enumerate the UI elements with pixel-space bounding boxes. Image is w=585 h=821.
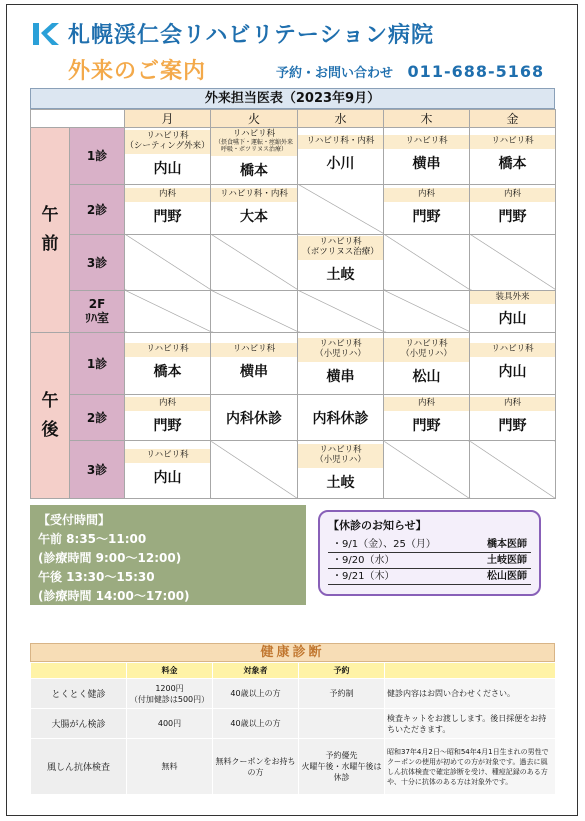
health-check-table — [30, 662, 556, 795]
doctor-name: 横串 — [412, 155, 441, 172]
doctor-name: 門野 — [153, 417, 182, 434]
contact-info — [276, 62, 544, 81]
notice-item: ・9/1（金）、25（月） 橋本医師 — [328, 537, 531, 553]
day-header-thu: 木 — [384, 110, 470, 128]
exam-target: 無料クーポンをお持ちの方 — [213, 739, 299, 795]
closed-label: 内科休診 — [226, 410, 282, 427]
doctor-name: 門野 — [412, 417, 441, 434]
cell-pm3-tue-empty — [211, 441, 298, 499]
slot-pm1: 1診 — [70, 333, 125, 395]
cell-pm2-mon — [125, 395, 211, 441]
exam-reserve: 予約優先 火曜午後・水曜午後は休診 — [299, 739, 385, 795]
cell-am1-wed — [298, 128, 384, 185]
doctor-name: 松山 — [412, 368, 441, 385]
exam-name: 大腸がん検診 — [31, 709, 127, 739]
cell-am1-tue — [211, 128, 298, 185]
reception-pm-hours: (診療時間 14:00～17:00) — [38, 589, 190, 603]
day-header-fri: 金 — [470, 110, 556, 128]
header-fee: 料金 — [127, 663, 213, 679]
hospital-logo-icon — [32, 20, 60, 48]
cell-am2-thu — [384, 184, 470, 234]
cell-pm1-thu — [384, 333, 470, 395]
exam-target: 40歳以上の方 — [213, 709, 299, 739]
cell-pm3-mon — [125, 441, 211, 499]
cell-am3-tue-empty — [211, 234, 298, 290]
closed-label: 内科休診 — [312, 410, 369, 427]
slot-am3: 3診 — [70, 234, 125, 290]
specialty-label: リハビリ科 （摂食嚥下・運転・痙縮外来 呼吸・ボツリヌス治療） — [211, 128, 297, 156]
cell-am1-thu — [384, 128, 470, 185]
specialty-label: リハビリ科 （小児リハ） — [298, 444, 383, 468]
exam-name: 風しん抗体検査 — [31, 739, 127, 795]
specialty-label: リハビリ科 — [211, 343, 297, 357]
cell-am2-fri — [470, 184, 556, 234]
doctor-name: 橋本 — [153, 363, 182, 380]
specialty-label: リハビリ科 — [470, 135, 555, 149]
specialty-label: リハビリ科 — [470, 343, 555, 357]
cell-am2-mon — [125, 184, 211, 234]
doctor-name: 橋本 — [240, 162, 268, 179]
day-header-tue: 火 — [211, 110, 298, 128]
exam-reserve — [299, 709, 385, 739]
cell-am1-mon — [125, 128, 211, 185]
slot-rehab-room: 2F ﾘﾊ室 — [70, 290, 125, 333]
cell-pm3-thu-empty — [384, 441, 470, 499]
specialty-label: 装具外来 — [470, 291, 555, 305]
doctor-name: 内山 — [153, 160, 182, 177]
doctor-name: 橋本 — [498, 155, 527, 172]
period-pm: 午 後 — [31, 333, 70, 499]
cell-am1-fri — [470, 128, 556, 185]
closure-notice-box — [318, 510, 541, 596]
cell-pm3-fri-empty — [470, 441, 556, 499]
header-reserve: 予約 — [299, 663, 385, 679]
exam-note: 健診内容はお問い合わせください。 — [385, 679, 556, 709]
specialty-label: 内科 — [125, 397, 210, 411]
specialty-label: 内科 — [470, 397, 555, 411]
exam-reserve: 予約制 — [299, 679, 385, 709]
outpatient-guide-title: 外来のご案内 — [68, 59, 207, 84]
specialty-label: 内科 — [125, 188, 210, 202]
slot-pm2: 2診 — [70, 395, 125, 441]
cell-pm2-thu — [384, 395, 470, 441]
phone-number[interactable]: 011-688-5168 — [407, 62, 545, 81]
exam-note: 検査キットをお渡しします。後日採便をお持ちいただきます。 — [385, 709, 556, 739]
day-header-mon: 月 — [125, 110, 211, 128]
exam-name: とくとく健診 — [31, 679, 127, 709]
reception-title: 【受付時間】 — [38, 513, 111, 527]
reception-hours-box — [30, 505, 306, 605]
doctor-name: 門野 — [498, 417, 527, 434]
doctor-name: 土岐 — [326, 266, 355, 283]
exam-fee: 1200円 （付加健診は500円） — [127, 679, 213, 709]
cell-pm2-fri — [470, 395, 556, 441]
contact-label: 予約・お問い合わせ — [276, 66, 394, 81]
exam-target: 40歳以上の方 — [213, 679, 299, 709]
specialty-label: 内科 — [384, 188, 469, 202]
reception-am: 午前 8:35～11:00 — [38, 532, 147, 546]
doctor-name: 横串 — [326, 368, 355, 385]
cell-am3-fri-empty — [470, 234, 556, 290]
slot-am1: 1診 — [70, 128, 125, 185]
cell-am2-wed-empty — [298, 184, 384, 234]
exam-note: 昭和37年4月2日～昭和54年4月1日生まれの男性でクーポンの使用が初めての方が対象です。過去に風しん抗体検査で確定診断を受け、種痘記録のある方や、十分に抗体のある方は対象外です。 — [385, 739, 556, 795]
schedule-table — [30, 109, 556, 499]
cell-am4-tue-empty — [211, 290, 298, 333]
cell-am4-fri — [470, 290, 556, 333]
doctor-name: 門野 — [412, 208, 441, 225]
cell-pm2-tue — [211, 395, 298, 441]
cell-pm1-wed — [298, 333, 384, 395]
cell-pm1-mon — [125, 333, 211, 395]
specialty-label: リハビリ科・内科 — [298, 135, 383, 149]
cell-am3-mon-empty — [125, 234, 211, 290]
specialty-label: リハビリ科 （シーティング外来） — [125, 130, 210, 154]
cell-pm1-fri — [470, 333, 556, 395]
specialty-label: リハビリ科 （小児リハ） — [298, 338, 383, 362]
cell-pm1-tue — [211, 333, 298, 395]
doctor-name: 横串 — [240, 363, 268, 380]
cell-am2-tue — [211, 184, 298, 234]
exam-fee: 400円 — [127, 709, 213, 739]
table-corner — [31, 110, 125, 128]
exam-fee: 無料 — [127, 739, 213, 795]
header-target: 対象者 — [213, 663, 299, 679]
doctor-name: 内山 — [498, 363, 527, 380]
period-am: 午 前 — [31, 128, 70, 333]
specialty-label: リハビリ科 — [125, 449, 210, 463]
doctor-name: 内山 — [153, 469, 182, 486]
health-check-title: 健康診断 — [30, 643, 555, 662]
header-blank — [31, 663, 127, 679]
doctor-name: 土岐 — [326, 474, 355, 491]
specialty-label: リハビリ科 — [384, 135, 469, 149]
cell-am4-mon-empty — [125, 290, 211, 333]
reception-pm: 午後 13:30～15:30 — [38, 570, 155, 584]
cell-am3-thu-empty — [384, 234, 470, 290]
specialty-label: 内科 — [384, 397, 469, 411]
doctor-name: 門野 — [498, 208, 527, 225]
cell-pm2-wed — [298, 395, 384, 441]
notice-title: 【休診のお知らせ】 — [328, 519, 427, 532]
reception-am-hours: (診療時間 9:00～12:00) — [38, 551, 182, 565]
slot-pm3: 3診 — [70, 441, 125, 499]
cell-am4-wed-empty — [298, 290, 384, 333]
doctor-name: 内山 — [498, 311, 527, 328]
slot-am2: 2診 — [70, 184, 125, 234]
doctor-name: 門野 — [153, 208, 182, 225]
notice-item: ・9/20（水） 土岐医師 — [328, 553, 531, 569]
cell-am4-thu-empty — [384, 290, 470, 333]
cell-pm3-wed — [298, 441, 384, 499]
header-note — [385, 663, 556, 679]
specialty-label: 内科 — [470, 188, 555, 202]
specialty-label: リハビリ科・内科 — [211, 188, 297, 202]
specialty-label: リハビリ科 （ボツリヌス治療） — [298, 236, 383, 260]
doctor-name: 大本 — [240, 208, 268, 225]
specialty-label: リハビリ科 （小児リハ） — [384, 338, 469, 362]
doctor-name: 小川 — [326, 155, 355, 172]
cell-am3-wed — [298, 234, 384, 290]
specialty-label: リハビリ科 — [125, 343, 210, 357]
notice-item: ・9/21（木） 松山医師 — [328, 569, 531, 585]
schedule-title: 外来担当医表（2023年9月） — [30, 88, 555, 109]
hospital-name: 札幌渓仁会リハビリテーション病院 — [68, 23, 435, 48]
day-header-wed: 水 — [298, 110, 384, 128]
